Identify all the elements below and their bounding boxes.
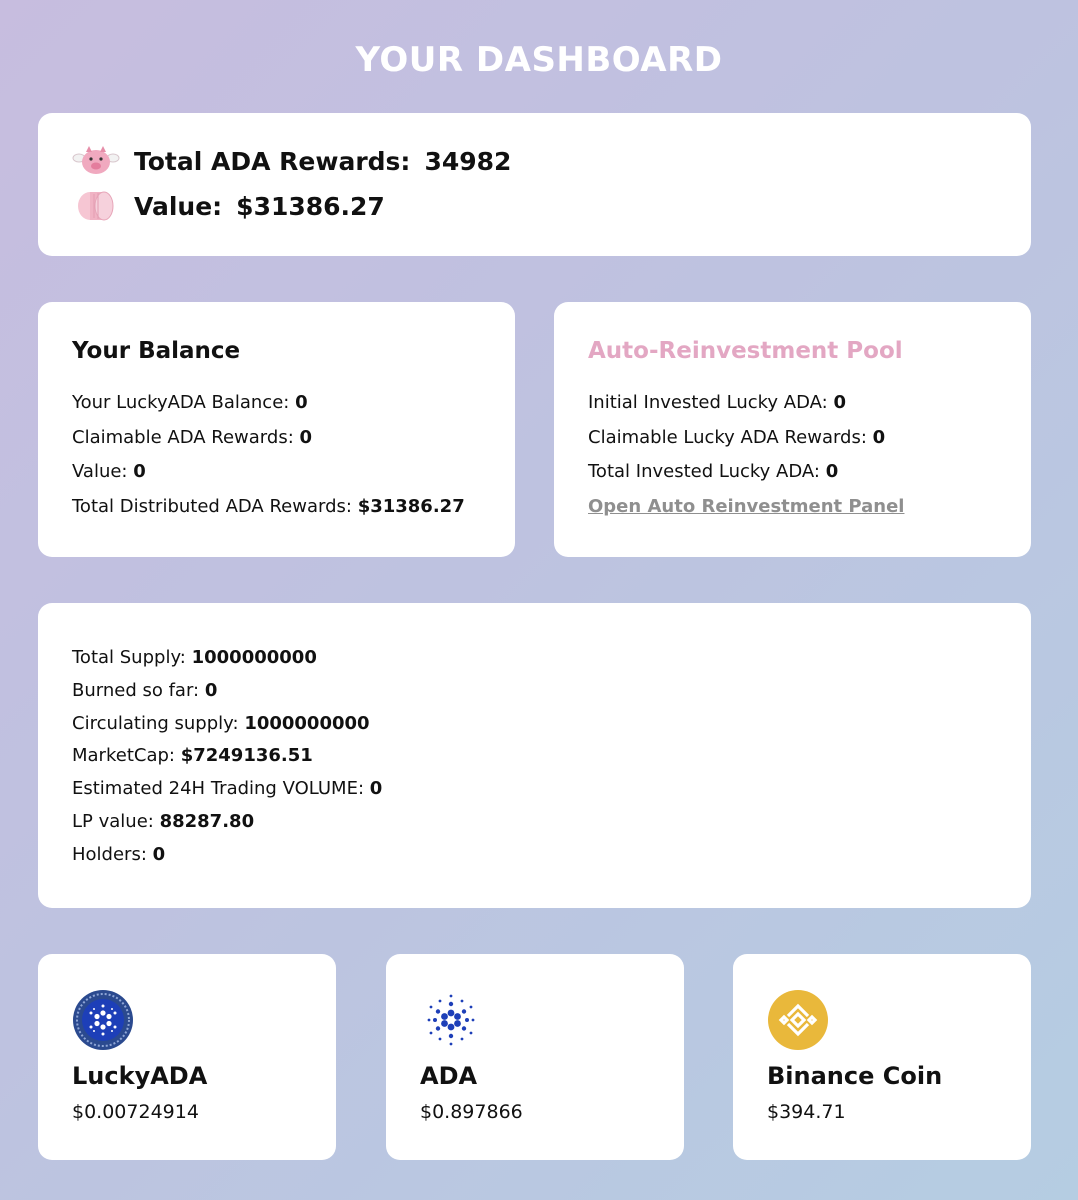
stats-row-label: Circulating supply:	[72, 712, 239, 734]
stats-row-value: $7249136.51	[180, 745, 313, 767]
coin-card-ada	[386, 954, 684, 1160]
stats-row	[72, 773, 382, 806]
balance-row-value: 0	[133, 461, 146, 482]
stats-row	[72, 740, 382, 773]
pool-row	[588, 421, 904, 456]
pool-row	[588, 455, 904, 490]
balance-row	[72, 455, 465, 490]
coin-stack-icon	[72, 188, 120, 224]
stats-row-label: LP value:	[72, 810, 154, 832]
stats-row-label: Holders:	[72, 843, 147, 865]
balance-row-label: Your LuckyADA Balance:	[72, 392, 290, 413]
coin-name: Binance Coin	[767, 1062, 943, 1090]
balance-list	[72, 386, 465, 524]
stats-row-label: Burned so far:	[72, 679, 200, 701]
rewards-value-row	[72, 188, 385, 224]
stats-row-value: 0	[204, 679, 218, 701]
stats-row-value: 0	[152, 843, 166, 865]
coin-name: ADA	[420, 1062, 478, 1090]
cardano-logo-icon	[420, 989, 482, 1051]
coin-card-binance	[733, 954, 1031, 1160]
rewards-value-amount: $31386.27	[236, 191, 385, 221]
balance-row	[72, 386, 465, 421]
balance-row-value: 0	[299, 426, 313, 448]
stats-row-value: 1000000000	[191, 647, 317, 668]
pool-row-value: 0	[825, 461, 839, 482]
token-stats-card	[38, 603, 1031, 908]
stats-row-label: Total Supply:	[72, 647, 186, 668]
stats-row	[72, 675, 382, 708]
coin-price: $0.00724914	[72, 1101, 199, 1123]
pool-row	[588, 386, 904, 421]
stats-row-label: MarketCap:	[72, 745, 175, 767]
auto-reinvestment-card	[554, 302, 1031, 557]
binance-logo-icon	[767, 989, 829, 1051]
balance-card	[38, 302, 515, 557]
coin-card-luckyada	[38, 954, 336, 1160]
pool-row-label: Initial Invested Lucky ADA:	[588, 392, 828, 413]
balance-row	[72, 421, 465, 456]
pool-row-label: Total Invested Lucky ADA:	[588, 461, 820, 482]
balance-row-label: Total Distributed ADA Rewards:	[72, 495, 352, 517]
open-auto-reinvestment-panel-link[interactable]: Open Auto Reinvestment Panel	[588, 495, 905, 517]
balance-row	[72, 490, 465, 525]
total-rewards-label: Total ADA Rewards:	[134, 146, 411, 176]
stats-row-value: 88287.80	[159, 810, 255, 832]
pool-list	[588, 386, 904, 524]
coin-name: LuckyADA	[72, 1062, 208, 1090]
stats-row	[72, 642, 382, 675]
stats-row	[72, 839, 382, 872]
rewards-card	[38, 113, 1031, 256]
balance-row-value: $31386.27	[357, 495, 465, 517]
total-rewards-row	[72, 143, 511, 179]
page-title: YOUR DASHBOARD	[355, 40, 723, 80]
stats-row-value: 0	[369, 778, 383, 800]
stats-list	[72, 642, 382, 872]
rewards-value-label: Value:	[134, 191, 223, 221]
luckyada-logo-icon	[72, 989, 134, 1051]
balance-row-value: 0	[295, 392, 308, 413]
auto-reinvestment-title: Auto-Reinvestment Pool	[588, 338, 903, 364]
pool-row-label: Claimable Lucky ADA Rewards:	[588, 426, 867, 448]
pool-row-value: 0	[833, 392, 846, 413]
balance-row-label: Value:	[72, 461, 128, 482]
balance-title: Your Balance	[72, 338, 241, 364]
coin-price: $0.897866	[420, 1101, 523, 1123]
total-rewards-value: 34982	[424, 146, 512, 176]
stats-row-value: 1000000000	[244, 712, 370, 734]
balance-row-label: Claimable ADA Rewards:	[72, 426, 294, 448]
pig-icon	[72, 143, 120, 179]
stats-row	[72, 806, 382, 839]
pool-row-value: 0	[872, 426, 886, 448]
coin-price: $394.71	[767, 1101, 846, 1123]
stats-row-label: Estimated 24H Trading VOLUME:	[72, 778, 365, 800]
stats-row	[72, 708, 382, 741]
